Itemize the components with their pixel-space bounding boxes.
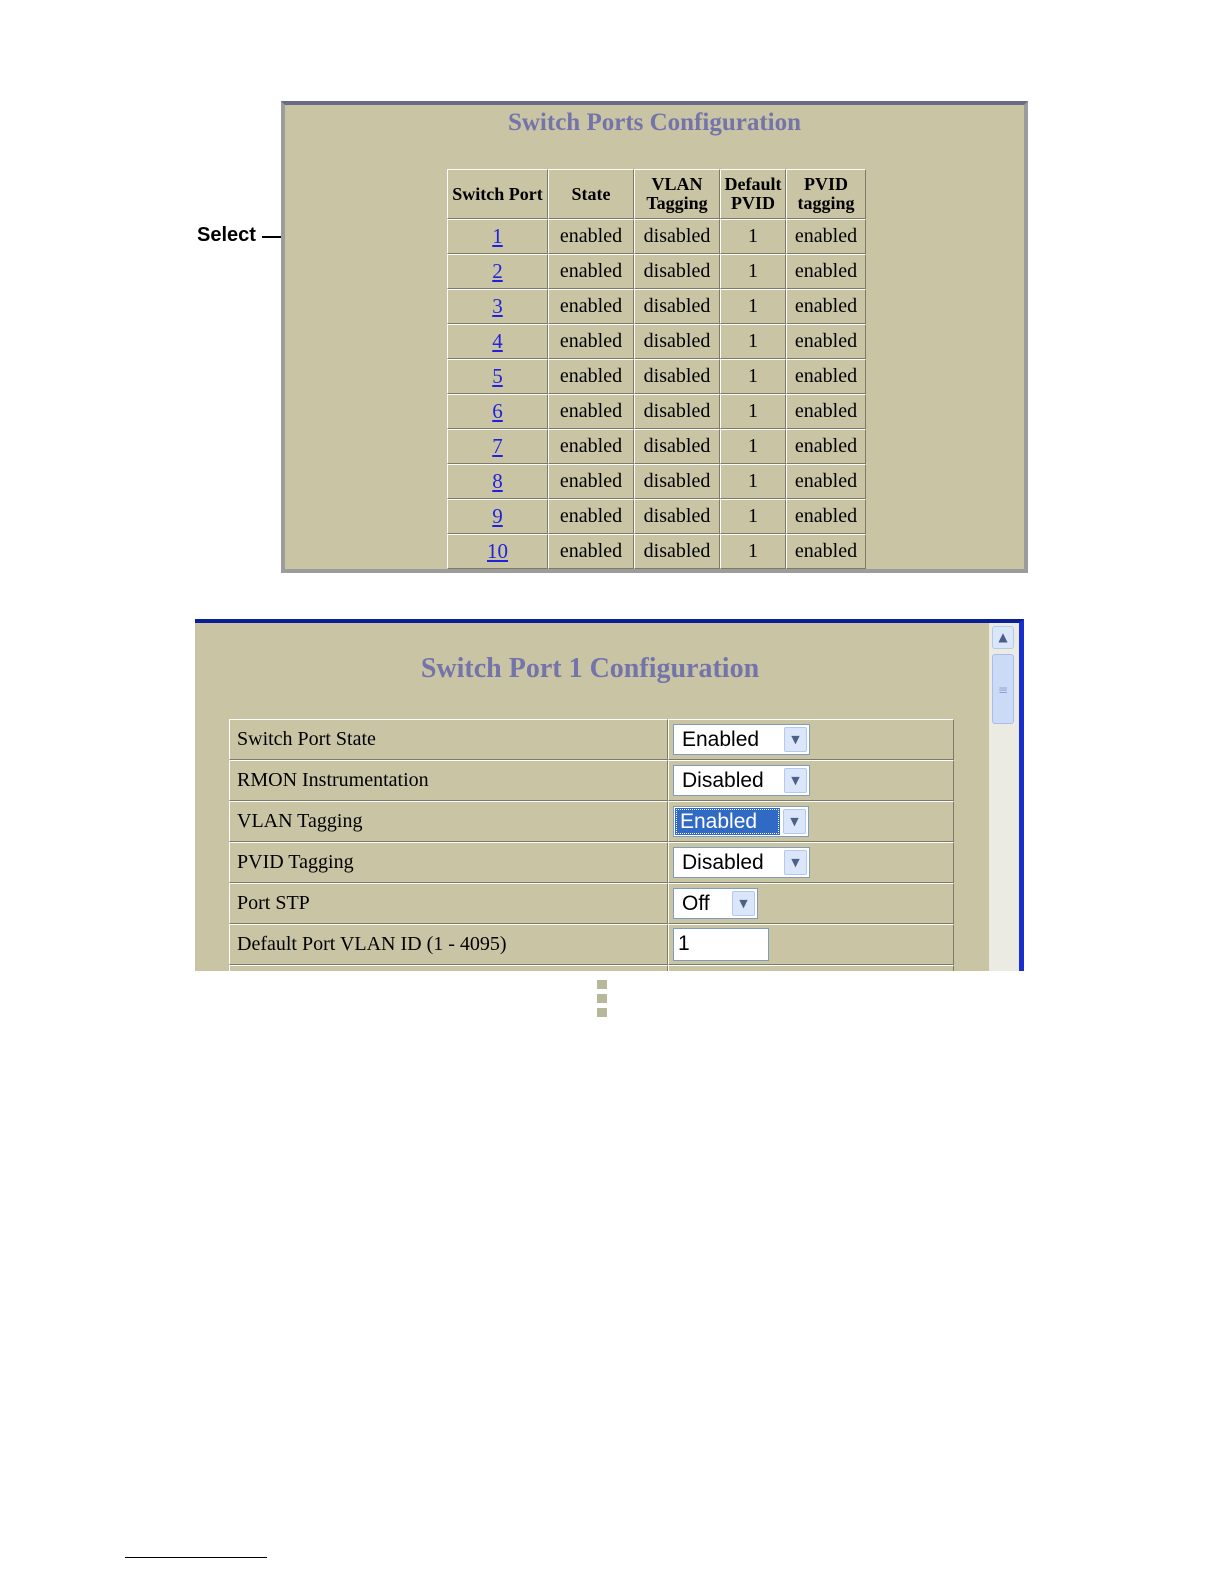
pvid-tagging-cell: enabled: [786, 534, 866, 569]
table-row: [447, 289, 866, 324]
pvid-tagging-cell: enabled: [786, 499, 866, 534]
pvid-tagging-cell: enabled: [786, 254, 866, 289]
continuation-dot: [597, 1008, 607, 1017]
default-pvid-cell: 1: [720, 394, 786, 429]
state-cell: enabled: [548, 254, 634, 289]
continuation-dot: [597, 994, 607, 1003]
default-port-vlan-id-input[interactable]: 1: [673, 928, 769, 961]
default-pvid-cell: 1: [720, 359, 786, 394]
config-row-port-stp: [229, 883, 954, 924]
vlan-tagging-cell: disabled: [634, 394, 720, 429]
chevron-up-icon[interactable]: ▲: [992, 626, 1014, 649]
field-label: Port STP: [229, 883, 668, 924]
config-row-rmon-instrumentation: [229, 760, 954, 801]
column-header-default-pvid: Default PVID: [720, 169, 786, 219]
port-link[interactable]: 3: [492, 293, 503, 318]
chevron-down-icon[interactable]: ▼: [784, 768, 807, 793]
config-row-pvid-tagging: [229, 842, 954, 883]
state-cell: enabled: [548, 289, 634, 324]
state-cell: enabled: [548, 464, 634, 499]
table-row: [447, 464, 866, 499]
state-cell: enabled: [548, 429, 634, 464]
default-pvid-cell: 1: [720, 534, 786, 569]
switch-ports-table: [447, 169, 866, 569]
vertical-scrollbar[interactable]: [989, 623, 1019, 971]
port-link[interactable]: 8: [492, 468, 503, 493]
state-cell: enabled: [548, 394, 634, 429]
vlan-tagging-cell: disabled: [634, 324, 720, 359]
table-row: [447, 254, 866, 289]
port-link[interactable]: 10: [487, 538, 508, 563]
panel-title: Switch Ports Configuration: [507, 109, 802, 136]
field-label: RMON Instrumentation: [229, 760, 668, 801]
default-pvid-cell: 1: [720, 429, 786, 464]
field-label: Default Port VLAN ID (1 - 4095): [229, 924, 668, 965]
port-config-table: [229, 719, 954, 971]
vlan-tagging-cell: disabled: [634, 429, 720, 464]
chevron-down-icon[interactable]: ▼: [784, 727, 807, 752]
field-label: Switch Port State: [229, 719, 668, 760]
pvid-tagging-cell: enabled: [786, 289, 866, 324]
state-cell: enabled: [548, 219, 634, 254]
chevron-down-icon[interactable]: ▼: [784, 850, 807, 875]
default-pvid-cell: 1: [720, 254, 786, 289]
port-link[interactable]: 7: [492, 433, 503, 458]
pvid-tagging-cell: enabled: [786, 324, 866, 359]
select-callout-label: Select: [197, 224, 256, 246]
state-cell: enabled: [548, 534, 634, 569]
default-pvid-cell: 1: [720, 289, 786, 324]
vlan-tagging-cell: disabled: [634, 359, 720, 394]
switch-port-state-select[interactable]: Enabled ▼: [673, 724, 810, 755]
state-cell: enabled: [548, 499, 634, 534]
chevron-down-icon[interactable]: ▼: [783, 809, 806, 834]
switch-ports-configuration-panel: [281, 101, 1028, 573]
table-row: [447, 499, 866, 534]
rmon-instrumentation-select[interactable]: Disabled ▼: [673, 765, 810, 796]
pvid-tagging-select[interactable]: Disabled ▼: [673, 847, 810, 878]
port-link[interactable]: 9: [492, 503, 503, 528]
vlan-tagging-select[interactable]: Enabled ▼: [673, 806, 809, 837]
pvid-tagging-cell: enabled: [786, 359, 866, 394]
port-link[interactable]: 4: [492, 328, 503, 353]
table-row: [447, 394, 866, 429]
switch-port-1-configuration-panel: [195, 619, 1024, 971]
config-row-vlan-tagging: [229, 801, 954, 842]
continuation-dot: [597, 980, 607, 989]
config-row-switch-port-state: [229, 719, 954, 760]
default-pvid-cell: 1: [720, 464, 786, 499]
vlan-tagging-cell: disabled: [634, 464, 720, 499]
field-label: PVID Tagging: [229, 842, 668, 883]
port-link[interactable]: 5: [492, 363, 503, 388]
port-stp-select[interactable]: Off ▼: [673, 888, 758, 919]
column-header-vlan-tagging: VLAN Tagging: [634, 169, 720, 219]
state-cell: enabled: [548, 359, 634, 394]
field-label: VLAN Tagging: [229, 801, 668, 842]
footnote-rule: [125, 1557, 267, 1558]
pvid-tagging-cell: enabled: [786, 429, 866, 464]
config-row-default-port-vlan-id: [229, 924, 954, 965]
vlan-tagging-cell: disabled: [634, 219, 720, 254]
pvid-tagging-cell: enabled: [786, 219, 866, 254]
vlan-tagging-cell: disabled: [634, 499, 720, 534]
vlan-tagging-cell: disabled: [634, 534, 720, 569]
default-pvid-cell: 1: [720, 499, 786, 534]
grip-icon: ≡: [997, 683, 1009, 697]
table-row: [447, 429, 866, 464]
chevron-down-icon[interactable]: ▼: [732, 891, 755, 916]
vlan-tagging-cell: disabled: [634, 289, 720, 324]
column-header-pvid-tagging: PVID tagging: [786, 169, 866, 219]
table-row: [447, 534, 866, 569]
config-row-partial: [229, 965, 954, 971]
panel-title: Switch Port 1 Configuration: [420, 653, 760, 684]
vlan-tagging-cell: disabled: [634, 254, 720, 289]
default-pvid-cell: 1: [720, 219, 786, 254]
table-row: [447, 219, 866, 254]
port-link[interactable]: 1: [492, 223, 503, 248]
pvid-tagging-cell: enabled: [786, 464, 866, 499]
port-link[interactable]: 6: [492, 398, 503, 423]
table-row: [447, 359, 866, 394]
table-row: [447, 324, 866, 359]
default-pvid-cell: 1: [720, 324, 786, 359]
pvid-tagging-cell: enabled: [786, 394, 866, 429]
column-header-state: State: [548, 169, 634, 219]
port-link[interactable]: 2: [492, 258, 503, 283]
scroll-thumb[interactable]: [992, 654, 1014, 724]
column-header-switch-port: Switch Port: [447, 169, 548, 219]
state-cell: enabled: [548, 324, 634, 359]
